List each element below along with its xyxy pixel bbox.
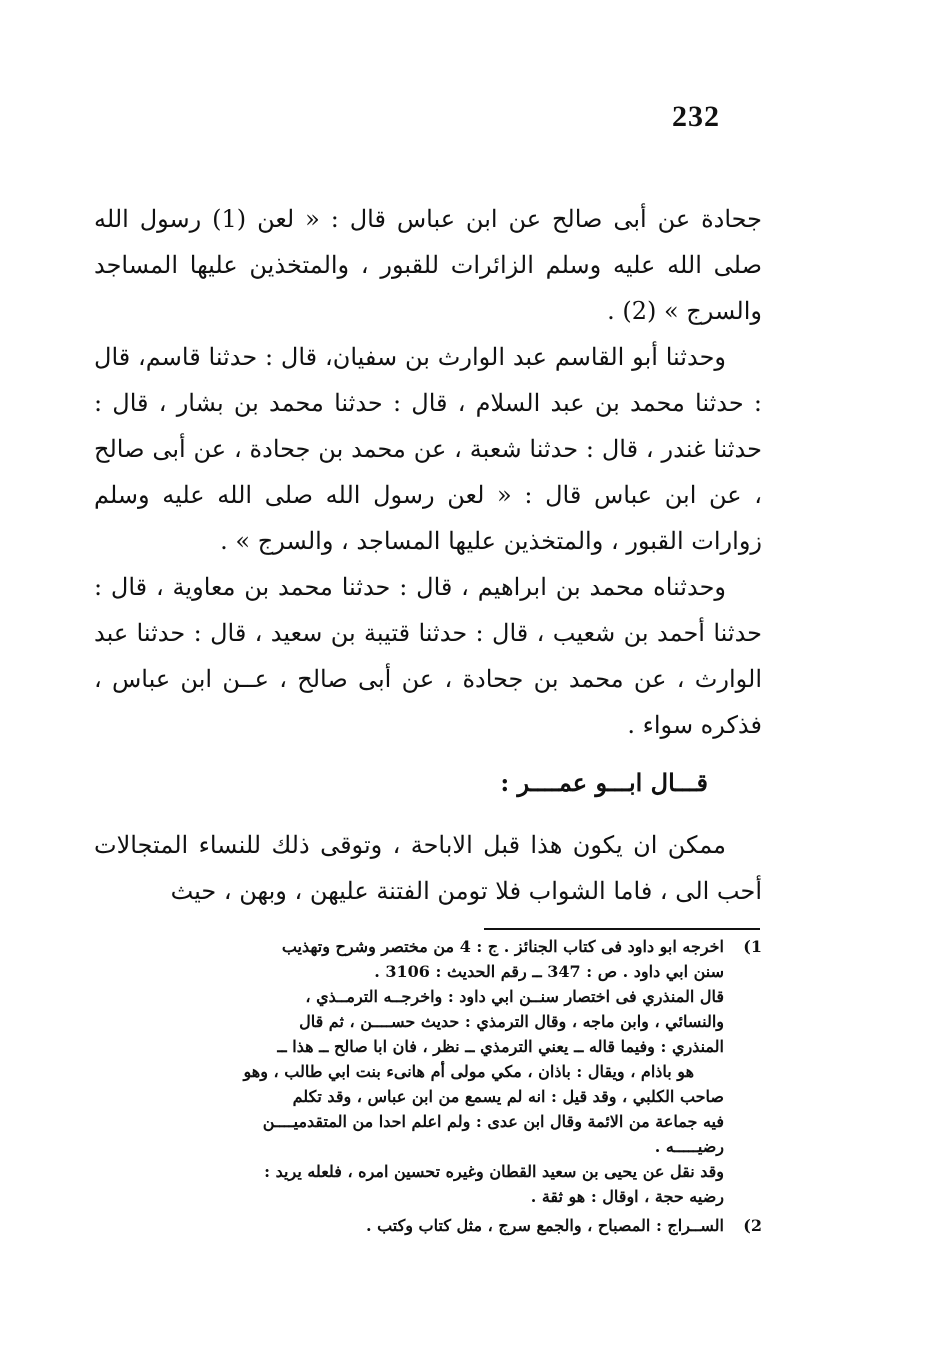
page-number: 232 bbox=[672, 100, 720, 133]
paragraph: وحدثنا أبو القاسم عبد الوارث بن سفيان، قال : حدثنا قاسم، قال : حدثنا محمد بن عبد السلام ، قال : حدثنا محمد بن بشار ، قال : حدثنا غندر ، قال : حدثنا شعبة ، عن محمد بن جحادة ، عن أبى صالح ، عن ابن عباس قال : « لعن رسول الله صلى الله عليه وسلم زوارات القبور ، والمتخذين عليها المساجد ، والسرج » . bbox=[94, 343, 762, 555]
footnotes bbox=[90, 934, 762, 1238]
footnote-line: رضيـــــه . bbox=[654, 1137, 724, 1156]
footnote bbox=[90, 1213, 762, 1238]
footnote-body bbox=[90, 934, 724, 1209]
main-text bbox=[94, 196, 762, 914]
footnote-number: 2) bbox=[743, 1216, 762, 1235]
section-heading: قـــال ابـــو عمــــر : bbox=[500, 768, 708, 797]
footnote-line: اخرجه ابو داود فى كتاب الجنائز . ج : 4 من مختصر وشرح وتهذيب bbox=[281, 937, 724, 956]
paragraph: وحدثناه محمد بن ابراهيم ، قال : حدثنا محمد بن معاوية ، قال : حدثنا أحمد بن شعيب ، قال : حدثنا قتيبة بن سعيد ، قال : حدثنا عبد الوارث ، عن محمد بن جحادة ، عن أبى صالح ، عــن ابن عباس ، فذكره سواء . bbox=[94, 573, 762, 739]
footnote-line: رضيه حجة ، اوقال : هو ثقة . bbox=[530, 1187, 724, 1206]
footnote-line: قال المنذري فى اختصار سنــن ابي داود : واخرجــه الترمــذي ، bbox=[305, 987, 724, 1006]
footnote-divider bbox=[484, 928, 760, 930]
footnote-line: الســراج : المصباح ، والجمع سرج ، مثل كتاب وكتب . bbox=[365, 1216, 724, 1235]
footnote-line: وقد نقل عن يحيى بن سعيد القطان وغيره تحسين امره ، فلعله يريد : bbox=[264, 1162, 724, 1181]
footnote bbox=[90, 934, 762, 1209]
paragraph: ممكن ان يكون هذا قبل الاباحة ، وتوقى ذلك للنساء المتجالات أحب الى ، فاما الشواب فلا تومن الفتنة عليهن ، وبهن ، حيث bbox=[94, 831, 762, 905]
footnote-line: صاحب الكلبي ، وقد قيل : انه لم يسمع من ابن عباس ، وقد تكلم bbox=[292, 1087, 724, 1106]
footnote-line: والنسائي ، وابن ماجه ، وقال الترمذي : حديث حســــن ، ثم قال bbox=[299, 1012, 724, 1031]
footnote-line: فيه جماعة من الائمة وقال ابن عدى : ولم اعلم احدا من المتقدميــــن bbox=[262, 1112, 724, 1131]
footnote-line: المنذري : وفيما قاله ــ يعني الترمذي ــ نظر ، فان ابا صالح ــ هذا ــ bbox=[277, 1037, 724, 1056]
footnote-number: 1) bbox=[743, 937, 762, 956]
footnote-line: هو باذام ، ويقال : باذان ، مكي مولى أم هانىء بنت ابي طالب ، وهو bbox=[243, 1062, 694, 1081]
footnote-line: سنن ابي داود . ص : 347 ــ رقم الحديث : 3106 . bbox=[374, 962, 724, 981]
paragraph: جحادة عن أبى صالح عن ابن عباس قال : « لعن (1) رسول الله صلى الله عليه وسلم الزائرات للقبور ، والمتخذين عليها المساجد والسرج » (2) . bbox=[94, 205, 763, 325]
footnote-body bbox=[90, 1213, 724, 1238]
